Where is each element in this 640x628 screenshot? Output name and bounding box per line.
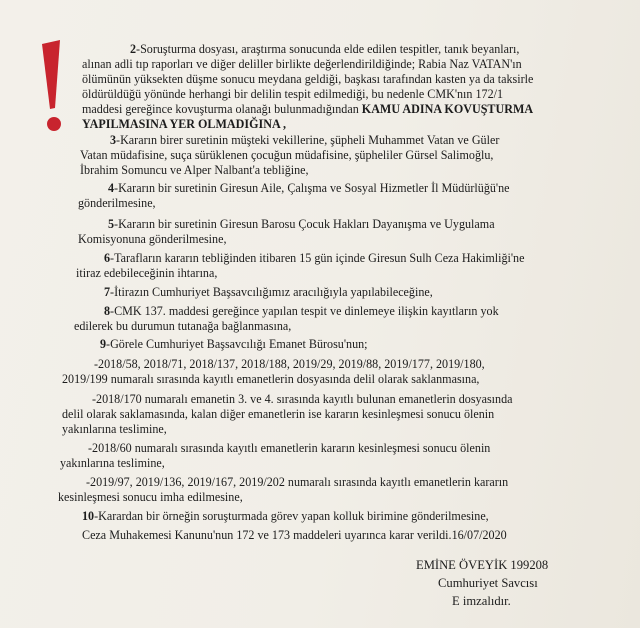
exclamation-mark-icon	[38, 38, 68, 138]
sub-item-3-line-1: -2018/60 numaralı sırasında kayıtlı emanetlerin kararın kesinleşmesi sonucu ölenin	[88, 441, 491, 455]
paragraph-5-line-1: 5-Kararın bir suretinin Giresun Barosu Çocuk Hakları Dayanışma ve Uygulama	[108, 217, 495, 231]
sub-item-4-line-1: -2019/97, 2019/136, 2019/167, 2019/202 numaralı sırasında kayıtlı emanetlerin kararın	[86, 475, 509, 489]
paragraph-3-line-3: İbrahim Somuncu ve Alper Nalbant'a tebliğine,	[80, 163, 309, 177]
sub-item-1-line-1: -2018/58, 2018/71, 2018/137, 2018/188, 2019/29, 2019/88, 2019/177, 2019/180,	[94, 357, 485, 371]
paragraph-4-line-2: gönderilmesine,	[78, 196, 156, 210]
paragraph-8-line-2: edilerek bu durumun tutanağa bağlanmasına,	[74, 319, 292, 333]
signature-title: Cumhuriyet Savcısı	[438, 576, 538, 590]
paragraph-2-line-2: alınan adli tıp raporları ve diğer deliller birlikte değerlendirildiğinde; Rabia Naz VATAN'ın	[82, 57, 522, 71]
signature-name: EMİNE ÖVEYİK 199208	[416, 558, 549, 572]
sub-item-2-line-1: -2018/170 numaralı emanetin 3. ve 4. sırasında kayıtlı bulunan emanetlerin dosyasında	[92, 392, 513, 406]
paragraph-8-line-1: 8-CMK 137. maddesi gereğince yapılan tespit ve dinlemeye ilişkin kayıtların yok	[104, 304, 499, 318]
paragraph-10-line-1: 10-Karardan bir örneğin soruşturmada görev yapan kolluk birimine gönderilmesine,	[82, 509, 489, 523]
paragraph-2-line-3: ölümünün yüksekten düşme sonucu meydana geldiği, başkası tarafından kasten ya da taksirle	[82, 72, 534, 86]
paragraph-2-line-5: maddesi gereğince kovuşturma olanağı bulunmadığından KAMU ADINA KOVUŞTURMA	[82, 102, 534, 116]
paragraph-3-line-2: Vatan müdafisine, suça sürüklenen çocuğun müdafisine, şüpheliler Gürsel Salimoğlu,	[80, 148, 494, 162]
paragraph-9-line-1: 9-Görele Cumhuriyet Başsavcılığı Emanet Bürosu'nun;	[100, 337, 368, 351]
paragraph-7-line-1: 7-İtirazın Cumhuriyet Başsavcılığımız aracılığıyla yapılabileceğine,	[104, 285, 433, 299]
closing-line: Ceza Muhakemesi Kanunu'nun 172 ve 173 maddeleri uyarınca karar verildi.16/07/2020	[82, 528, 507, 542]
paragraph-6-line-2: itiraz edebileceğinin ihtarına,	[76, 266, 218, 280]
sub-item-3-line-2: yakınlarına teslimine,	[60, 456, 165, 470]
paragraph-3-line-1: 3-Kararın birer suretinin müşteki vekillerine, şüpheli Muhammet Vatan ve Güler	[110, 133, 500, 147]
sub-item-2-line-2: delil olarak saklamasında, kalan diğer emanetlerin ise kararın kesinleşmesi sonucu ölenin	[62, 407, 495, 421]
decision-statement: YAPILMASINA YER OLMADIĞINA ,	[82, 117, 287, 131]
paragraph-4-line-1: 4-Kararın bir suretinin Giresun Aile, Çalışma ve Sosyal Hizmetler İl Müdürlüğü'ne	[108, 181, 510, 195]
paragraph-2-line-4: öldürüldüğü yönünde herhangi bir delilin tespit edilmediği, bu nedenle CMK'nın 172/1	[82, 87, 504, 101]
signature-note: E imzalıdır.	[452, 594, 511, 608]
sub-item-1-line-2: 2019/199 numaralı sırasında kayıtlı emanetlerin dosyasında delil olarak saklanmasına,	[62, 372, 480, 386]
sub-item-2-line-3: yakınlarına teslimine,	[62, 422, 167, 436]
paragraph-5-line-2: Komisyonuna gönderilmesine,	[78, 232, 227, 246]
paragraph-6-line-1: 6-Tarafların kararın tebliğinden itibaren 15 gün içinde Giresun Sulh Ceza Hakimliği'ne	[104, 251, 525, 265]
sub-item-4-line-2: kesinleşmesi sonucu imha edilmesine,	[58, 490, 243, 504]
paragraph-2-line-1: 2-Soruşturma dosyası, araştırma sonucunda elde edilen tespitler, tanık beyanları,	[130, 42, 520, 56]
